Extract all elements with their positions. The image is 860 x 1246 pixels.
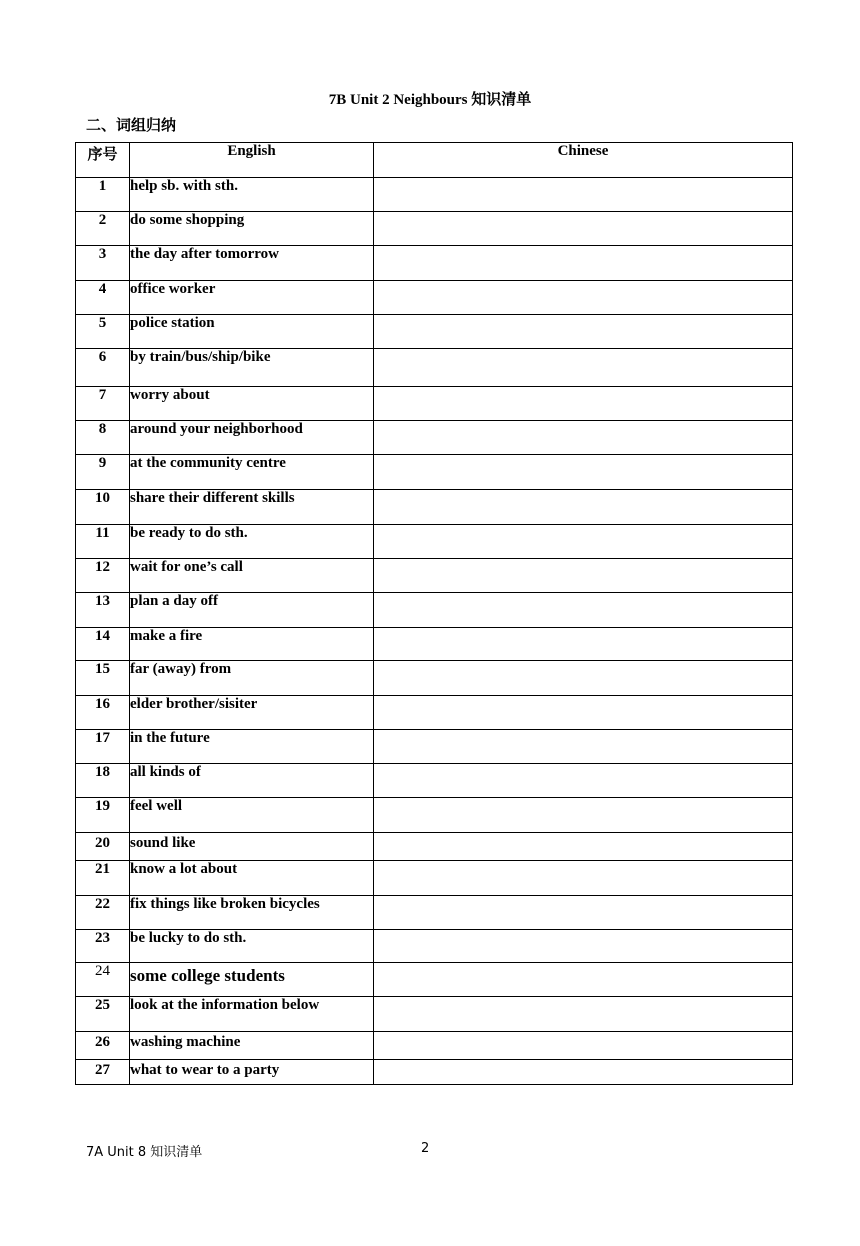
- row-english: far (away) from: [130, 661, 374, 696]
- row-chinese[interactable]: [374, 281, 793, 315]
- row-chinese[interactable]: [374, 315, 793, 349]
- row-number: 9: [76, 455, 130, 490]
- section-heading: 二、词组归纳: [86, 116, 177, 134]
- row-chinese[interactable]: [374, 455, 793, 490]
- table-row: [76, 490, 793, 525]
- table-row: [76, 246, 793, 281]
- row-number: 12: [76, 559, 130, 593]
- row-chinese[interactable]: [374, 593, 793, 628]
- row-english: office worker: [130, 281, 374, 315]
- row-english: the day after tomorrow: [130, 246, 374, 281]
- table-row: [76, 1032, 793, 1060]
- row-number: 15: [76, 661, 130, 696]
- row-number: 5: [76, 315, 130, 349]
- row-number: 24: [76, 963, 130, 997]
- table-row: [76, 997, 793, 1032]
- table-row: [76, 696, 793, 730]
- row-chinese[interactable]: [374, 349, 793, 387]
- table-row: [76, 1060, 793, 1085]
- table-row: [76, 963, 793, 997]
- row-chinese[interactable]: [374, 421, 793, 455]
- table-row: [76, 764, 793, 798]
- table-row: [76, 798, 793, 833]
- row-number: 13: [76, 593, 130, 628]
- row-english: help sb. with sth.: [130, 178, 374, 212]
- row-english: know a lot about: [130, 861, 374, 896]
- table-row: [76, 930, 793, 963]
- table-row: [76, 281, 793, 315]
- table-row: [76, 661, 793, 696]
- table-row: [76, 178, 793, 212]
- row-chinese[interactable]: [374, 661, 793, 696]
- row-chinese[interactable]: [374, 1060, 793, 1085]
- table-row: [76, 896, 793, 930]
- row-number: 17: [76, 730, 130, 764]
- row-english: what to wear to a party: [130, 1060, 374, 1085]
- row-english: all kinds of: [130, 764, 374, 798]
- row-english: make a fire: [130, 628, 374, 661]
- row-chinese[interactable]: [374, 696, 793, 730]
- row-number: 16: [76, 696, 130, 730]
- row-chinese[interactable]: [374, 730, 793, 764]
- row-english: in the future: [130, 730, 374, 764]
- row-english: plan a day off: [130, 593, 374, 628]
- row-english: washing machine: [130, 1032, 374, 1060]
- row-chinese[interactable]: [374, 628, 793, 661]
- row-chinese[interactable]: [374, 387, 793, 421]
- table-row: [76, 628, 793, 661]
- row-number: 4: [76, 281, 130, 315]
- row-english: be lucky to do sth.: [130, 930, 374, 963]
- row-english: some college students: [130, 963, 374, 997]
- row-chinese[interactable]: [374, 764, 793, 798]
- phrase-table: [75, 142, 793, 1085]
- row-number: 8: [76, 421, 130, 455]
- row-chinese[interactable]: [374, 833, 793, 861]
- document-title: 7B Unit 2 Neighbours 知识清单: [328, 92, 532, 108]
- row-english: elder brother/sisiter: [130, 696, 374, 730]
- row-number: 7: [76, 387, 130, 421]
- row-english: look at the information below: [130, 997, 374, 1032]
- table-row: [76, 349, 793, 387]
- row-number: 2: [76, 212, 130, 246]
- row-number: 26: [76, 1032, 130, 1060]
- row-number: 19: [76, 798, 130, 833]
- row-english: at the community centre: [130, 455, 374, 490]
- row-chinese[interactable]: [374, 212, 793, 246]
- row-english: wait for one’s call: [130, 559, 374, 593]
- table-row: [76, 833, 793, 861]
- row-chinese[interactable]: [374, 559, 793, 593]
- row-chinese[interactable]: [374, 525, 793, 559]
- row-chinese[interactable]: [374, 861, 793, 896]
- row-english: share their different skills: [130, 490, 374, 525]
- page-number: 2: [421, 1141, 430, 1156]
- table-row: [76, 593, 793, 628]
- row-english: sound like: [130, 833, 374, 861]
- table-row: [76, 455, 793, 490]
- row-number: 6: [76, 349, 130, 387]
- row-number: 22: [76, 896, 130, 930]
- row-english: feel well: [130, 798, 374, 833]
- table-row: [76, 212, 793, 246]
- row-chinese[interactable]: [374, 896, 793, 930]
- table-row: [76, 525, 793, 559]
- row-number: 20: [76, 833, 130, 861]
- row-chinese[interactable]: [374, 930, 793, 963]
- row-chinese[interactable]: [374, 798, 793, 833]
- table-row: [76, 559, 793, 593]
- row-number: 27: [76, 1060, 130, 1085]
- row-english: be ready to do sth.: [130, 525, 374, 559]
- header-number: 序号: [76, 143, 130, 178]
- row-number: 3: [76, 246, 130, 281]
- table-row: [76, 387, 793, 421]
- row-number: 21: [76, 861, 130, 896]
- table-row: [76, 861, 793, 896]
- table-row: [76, 730, 793, 764]
- table-header-row: [76, 143, 793, 178]
- row-chinese[interactable]: [374, 963, 793, 997]
- row-chinese[interactable]: [374, 490, 793, 525]
- row-number: 10: [76, 490, 130, 525]
- row-english: around your neighborhood: [130, 421, 374, 455]
- row-number: 18: [76, 764, 130, 798]
- row-chinese[interactable]: [374, 178, 793, 212]
- table-row: [76, 421, 793, 455]
- row-chinese[interactable]: [374, 997, 793, 1032]
- row-number: 23: [76, 930, 130, 963]
- row-english: worry about: [130, 387, 374, 421]
- row-number: 1: [76, 178, 130, 212]
- row-number: 14: [76, 628, 130, 661]
- table-row: [76, 315, 793, 349]
- row-chinese[interactable]: [374, 1032, 793, 1060]
- row-english: fix things like broken bicycles: [130, 896, 374, 930]
- row-english: police station: [130, 315, 374, 349]
- row-number: 11: [76, 525, 130, 559]
- header-english: English: [130, 143, 374, 178]
- header-chinese: Chinese: [374, 143, 793, 178]
- row-english: do some shopping: [130, 212, 374, 246]
- footer-label: 7A Unit 8 知识清单: [86, 1145, 203, 1160]
- row-chinese[interactable]: [374, 246, 793, 281]
- row-english: by train/bus/ship/bike: [130, 349, 374, 387]
- row-number: 25: [76, 997, 130, 1032]
